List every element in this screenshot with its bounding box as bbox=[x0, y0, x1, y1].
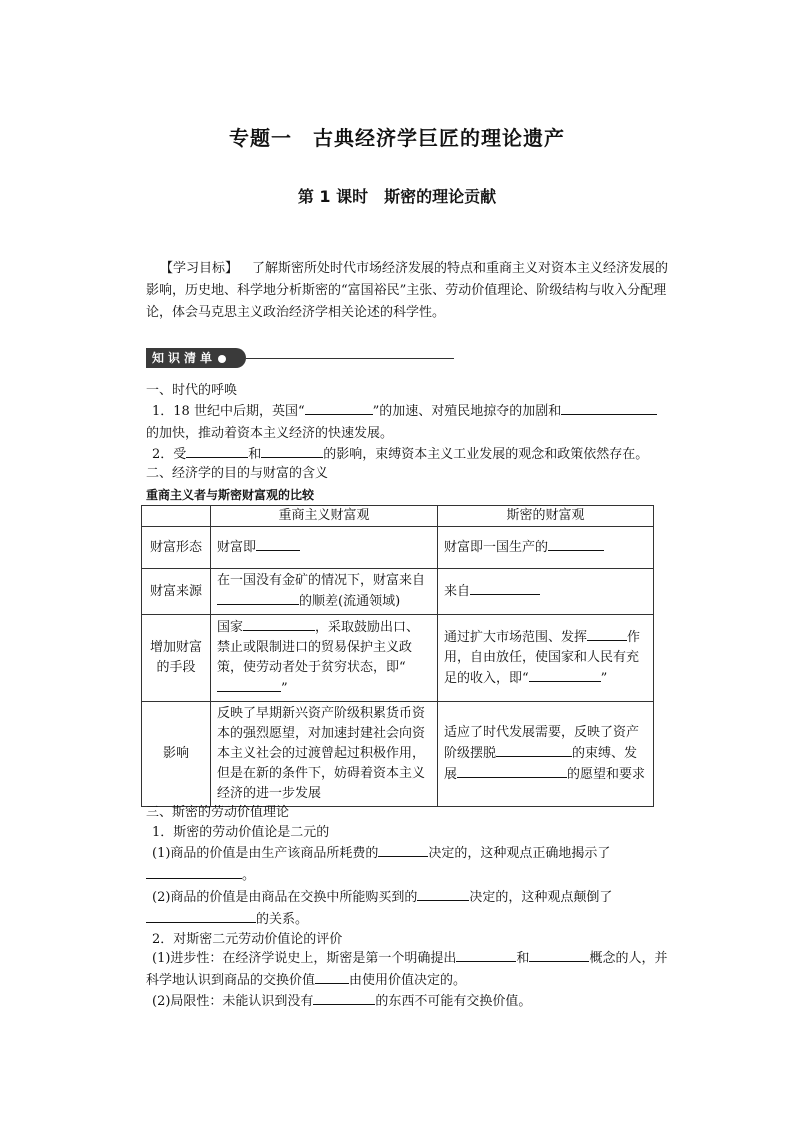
text-fragment: 由使用价值决定的。 bbox=[349, 973, 467, 988]
text-fragment: 决定的，这种观点正确地揭示了 bbox=[428, 846, 611, 861]
fill-blank bbox=[261, 444, 323, 458]
evaluation-progress bbox=[146, 948, 676, 992]
fill-blank bbox=[470, 581, 540, 595]
evaluation-limitation bbox=[152, 991, 531, 1012]
text-fragment: ，采取鼓励出口、禁止或限制进口的贸易保护主义政策，使劳动者处于贫穷状态，即“ bbox=[217, 620, 420, 675]
section3-sub2: 2．对斯密二元劳动价值论的评价 bbox=[152, 932, 343, 947]
table-cell bbox=[211, 527, 438, 569]
fill-blank bbox=[548, 537, 604, 551]
text-fragment: 适应了时代发展需要，反映了资产阶级摆脱 bbox=[444, 725, 640, 761]
fill-blank bbox=[496, 743, 572, 757]
banner-label: 知识清单 bbox=[152, 351, 217, 365]
text-fragment: 和 bbox=[248, 447, 262, 462]
text-fragment: 财富即 bbox=[217, 540, 257, 555]
text-fragment: 和 bbox=[516, 951, 530, 966]
text-fragment: 决定的，这种观点颠倒了 bbox=[469, 890, 613, 905]
text-fragment: ” bbox=[281, 681, 288, 696]
col-header-mercantilism: 重商主义财富观 bbox=[211, 506, 438, 527]
text-fragment: 1．18 世纪中后期，英国“ bbox=[152, 404, 305, 419]
table-cell bbox=[438, 527, 654, 569]
text-fragment: 财富即一国生产的 bbox=[444, 540, 549, 555]
knowledge-list-banner bbox=[146, 348, 456, 370]
fill-blank bbox=[305, 401, 373, 415]
fill-blank bbox=[529, 668, 601, 682]
table-cell bbox=[438, 569, 654, 615]
section1-item2 bbox=[152, 444, 648, 465]
table-row bbox=[142, 702, 654, 807]
table-cell bbox=[438, 615, 654, 702]
text-fragment: 在一国没有金矿的情况下，财富来自 bbox=[217, 573, 426, 588]
table-header-row bbox=[142, 506, 654, 527]
table-cell bbox=[438, 702, 654, 807]
table-row bbox=[142, 527, 654, 569]
learning-goal-label: 【学习目标】 bbox=[160, 261, 239, 276]
fill-blank bbox=[217, 591, 299, 605]
text-fragment: 的关系。 bbox=[256, 912, 309, 927]
fill-blank bbox=[561, 401, 657, 415]
row-header-source: 财富来源 bbox=[142, 569, 211, 615]
learning-goal bbox=[146, 258, 676, 324]
text-fragment: 。 bbox=[242, 868, 256, 883]
section1-heading: 一、时代的呼唤 bbox=[146, 383, 238, 398]
text-fragment: 的顺差(流通领域) bbox=[299, 594, 401, 609]
text-fragment: 作用，自由放任，使国家和人民有充足的收入，即“ bbox=[444, 630, 641, 686]
text-fragment: 概念的人，并科学地认识到商品的交换价值 bbox=[146, 951, 668, 988]
table-cell bbox=[211, 569, 438, 615]
section1-item1 bbox=[146, 401, 676, 445]
bullet-dot-icon bbox=[218, 355, 226, 363]
fill-blank bbox=[186, 444, 248, 458]
text-fragment: 来自 bbox=[444, 584, 471, 599]
fill-blank bbox=[146, 909, 256, 923]
fill-blank bbox=[313, 991, 375, 1005]
text-fragment: (2)局限性：未能认识到没有 bbox=[152, 994, 314, 1009]
banner-box bbox=[146, 348, 246, 368]
text-fragment: (2)商品的价值是由商品在交换中所能购买到的 bbox=[152, 890, 418, 905]
section2-heading: 二、经济学的目的与财富的含义 bbox=[146, 466, 329, 481]
text-fragment: ” bbox=[600, 671, 608, 686]
fill-blank bbox=[456, 948, 516, 962]
page-title: 专题一 古典经济学巨匠的理论遗产 bbox=[229, 126, 565, 150]
text-fragment: 的加快，推动着资本主义经济的快速发展。 bbox=[146, 426, 394, 441]
table-row bbox=[142, 615, 654, 702]
fill-blank bbox=[587, 627, 627, 641]
table-cell bbox=[211, 615, 438, 702]
row-header-means: 增加财富的手段 bbox=[142, 615, 211, 702]
fill-blank bbox=[457, 764, 567, 778]
fill-blank bbox=[529, 948, 589, 962]
text-fragment: 的束缚、发展 bbox=[444, 746, 638, 782]
text-fragment: 的愿望和要求 bbox=[567, 767, 646, 782]
text-fragment: 通过扩大市场范围、发挥 bbox=[444, 630, 588, 645]
wealth-comparison-table bbox=[141, 505, 654, 807]
banner-divider bbox=[246, 358, 454, 359]
section3-sub1: 1．斯密的劳动价值论是二元的 bbox=[152, 825, 330, 840]
text-fragment: ”的加速、对殖民地掠夺的加剧和 bbox=[372, 404, 562, 419]
table-row bbox=[142, 569, 654, 615]
lesson-subtitle: 第 1 课时 斯密的理论贡献 bbox=[297, 187, 497, 206]
text-fragment: (1)进步性：在经济学说史上，斯密是第一个明确提出 bbox=[152, 951, 457, 966]
section3-point2 bbox=[146, 887, 676, 931]
text-fragment: 的东西不可能有交换价值。 bbox=[375, 994, 532, 1009]
fill-blank bbox=[315, 970, 349, 984]
text-fragment: 2．受 bbox=[152, 447, 187, 462]
fill-blank bbox=[256, 537, 300, 551]
section3-heading: 三、斯密的劳动价值理论 bbox=[146, 805, 290, 820]
row-header-form: 财富形态 bbox=[142, 527, 211, 569]
fill-blank bbox=[243, 617, 315, 631]
learning-goal-text: 了解斯密所处时代市场经济发展的特点和重商主义对资本主义经济发展的影响，历史地、科学地分析斯密的“富国裕民”主张、劳动价值理论、阶级结构与收入分配理论，体会马克思主义政治经济学相关论述的科学性。 bbox=[146, 261, 669, 320]
fill-blank bbox=[378, 843, 428, 857]
text-fragment: 的影响，束缚资本主义工业发展的观念和政策依然存在。 bbox=[323, 447, 649, 462]
table-caption: 重商主义者与斯密财富观的比较 bbox=[146, 488, 315, 502]
text-fragment: (1)商品的价值是由生产该商品所耗费的 bbox=[152, 846, 379, 861]
fill-blank bbox=[146, 865, 242, 879]
col-header-smith: 斯密的财富观 bbox=[438, 506, 654, 527]
fill-blank bbox=[217, 678, 281, 692]
table-corner-cell bbox=[142, 506, 211, 527]
fill-blank bbox=[417, 887, 469, 901]
row-header-impact: 影响 bbox=[142, 702, 211, 807]
text-fragment: 国家 bbox=[217, 620, 244, 635]
table-cell: 反映了早期新兴资产阶级积累货币资本的强烈愿望，对加速封建社会向资本主义社会的过渡曾起过积极作用，但是在新的条件下，妨碍着资本主义经济的进一步发展 bbox=[211, 702, 438, 807]
section3-point1 bbox=[146, 843, 676, 887]
